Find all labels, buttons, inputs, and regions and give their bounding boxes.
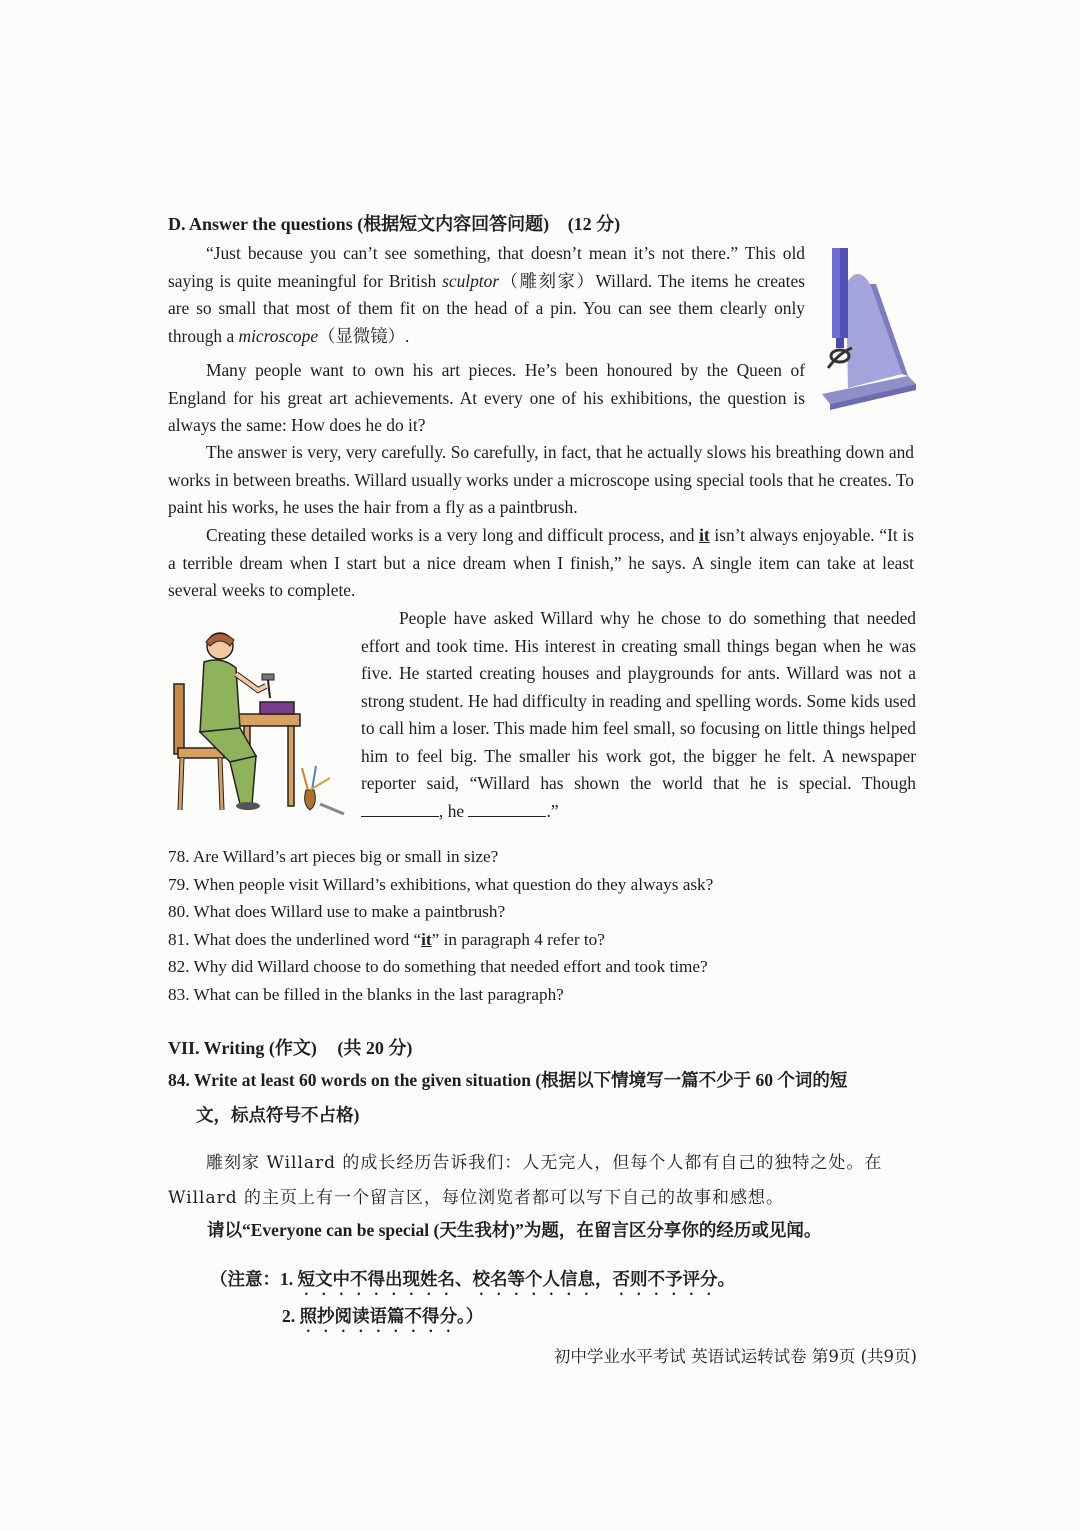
section-d-title: D. Answer the questions (根据短文内容回答问题) (12 分) [168, 214, 621, 234]
question-83: 83. What can be filled in the blanks in the last paragraph? [168, 984, 564, 1004]
passage-paragraph-1: “Just because you can’t see something, that doesn’t mean it’s not there.” This old saying is quite meaningful for British sculptor（雕刻家）Willard. The items he creates are so small that most of them fit on the head of a pin. You can see them clearly only through a microscope（显微镜）. [168, 243, 805, 346]
sculptor-term: sculptor [442, 270, 500, 291]
passage-paragraph-3: The answer is very, very carefully. So carefully, in fact, that he actually slows his breathing down and works in between breaths. Willard usually works under a microscope using special tools that he creates. To paint his works, he uses the hair from a fly as a paintbrush. [168, 442, 914, 517]
writing-intro: 雕刻家 Willard 的成长经历告诉我们：人无完人，但每个人都有自己的独特之处。在 Willard 的主页上有一个留言区，每位浏览者都可以写下自己的故事和感想。 [168, 1153, 883, 1208]
microscope-illustration [818, 244, 918, 412]
question-78: 78. Are Willard’s art pieces big or small in size? [168, 847, 499, 866]
page-footer: 初中学业水平考试 英语试运转试卷 第9页 (共9页) [553, 1347, 917, 1366]
writing-notes: （注意：1. 短文中不得出现姓名、校名等个人信息，否则不予评分。 2. 照抄阅读语篇不得分。） [210, 1269, 735, 1326]
passage-paragraph-2: Many people want to own his art pieces. He’s been honoured by the Queen of England for his great art achievements. At every one of his exhibitions, the question is always the same: How does he do it? [168, 360, 805, 435]
question-82: 82. Why did Willard choose to do something that needed effort and took time? [168, 957, 708, 977]
note-1: 短文中不得出现姓名、校名等个人信息，否则不予评分。 [297, 1269, 735, 1289]
question-80: 80. What does Willard use to make a paintbrush? [168, 902, 506, 922]
answer-blank-1 [361, 802, 439, 817]
answer-blank-2 [468, 802, 546, 817]
writing-section-title: VII. Writing (作文) (共 20 分) [168, 1038, 413, 1058]
note-2: 照抄阅读语篇不得分。 [299, 1306, 466, 1326]
writing-prompt: 请以“Everyone can be special (天生我材)”为题，在留言区分享你的经历或见闻。 [207, 1220, 822, 1240]
question-79: 79. When people visit Willard’s exhibitions, what question do they always ask? [168, 874, 714, 894]
sculptor-illustration [170, 628, 350, 818]
question-list [168, 843, 713, 1009]
underlined-word-it: it [421, 929, 432, 949]
writing-task: 84. Write at least 60 words on the given situation (根据以下情境写一篇不少于 60 个词的短 文，标点符号不占格) [168, 1070, 848, 1125]
microscope-term: microscope [238, 325, 319, 346]
passage-paragraph-5: People have asked Willard why he chose to do something that needed effort and took time. His interest in creating small things began when he was five. He started creating houses and playgrounds for ants. Willard was not a strong student. He had difficulty in reading and spelling words. Some kids used to call him a loser. This made him feel small, so focusing on little things helped him to feel big. The smaller his work got, the bigger he felt. A newspaper reporter said, “Willard has shown the world that he is special. Though , he .” [361, 608, 916, 821]
underlined-word-it: it [699, 525, 710, 545]
question-81: 81. What does the underlined word “it” in paragraph 4 refer to? [168, 929, 605, 949]
passage-paragraph-4: Creating these detailed works is a very long and difficult process, and it isn’t always enjoyable. “It is a terrible dream when I start but a nice dream when I finish,” he says. A single item can take at least several weeks to complete. [168, 525, 914, 600]
